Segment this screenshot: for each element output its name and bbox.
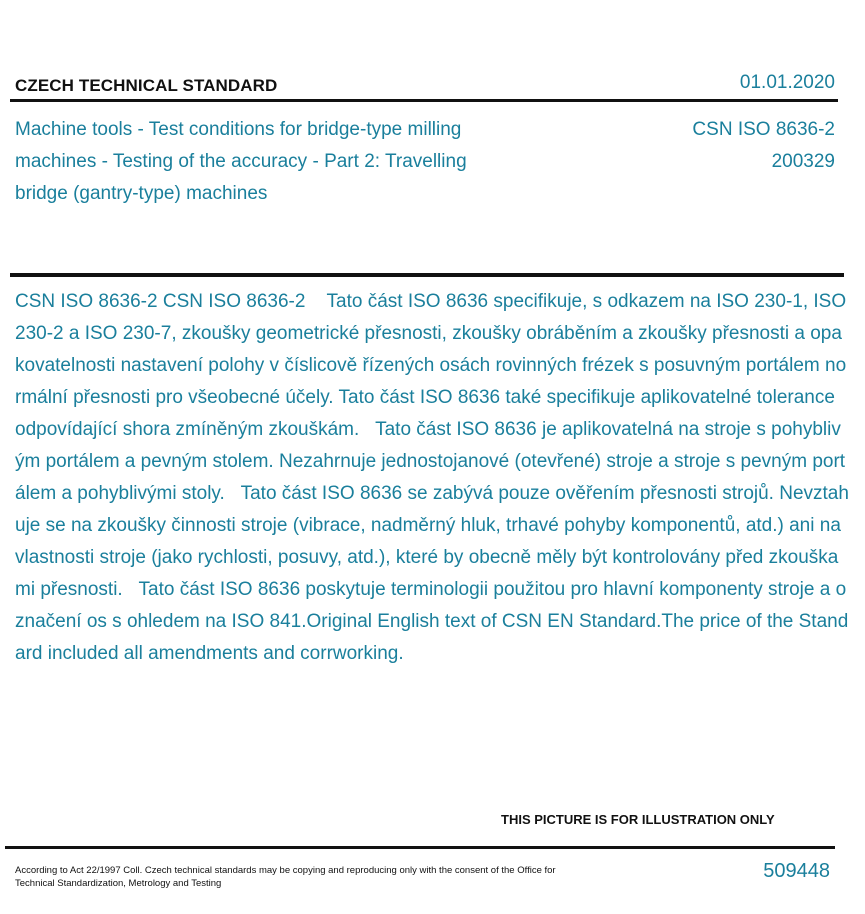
copyright-notice: According to Act 22/1997 Coll. Czech technical standards may be copying and reproducing only with the consent of the Office for Technical Standardization, Metrology and Testing [15, 865, 556, 889]
footer-divider [5, 846, 835, 849]
product-id: 509448 [763, 860, 830, 882]
document-identifiers [692, 114, 835, 178]
header-divider [10, 99, 838, 102]
publication-date: 01.01.2020 [739, 72, 835, 93]
illustration-disclaimer: THIS PICTURE IS FOR ILLUSTRATION ONLY [501, 812, 775, 827]
title-divider [10, 273, 844, 277]
standard-type-label: CZECH TECHNICAL STANDARD [15, 76, 278, 95]
standard-code: CSN ISO 8636-2 [692, 119, 835, 140]
standard-abstract: CSN ISO 8636-2 CSN ISO 8636-2 Tato část ISO 8636 specifikuje, s odkazem na ISO 230-1, ISO 230-2 a ISO 230-7, zkoušky geometrické přesnosti, zkoušky obráběním a zkoušky přesnosti a opakovatelnosti nastavení polohy v číslicově řízených osách rovinných frézek s posuvným portálem normální přesnosti pro všeobecné účely. Tato část ISO 8636 také specifikuje aplikovatelné tolerance odpovídající shora zmíněným zkouškám. Tato část ISO 8636 je aplikovatelná na stroje s pohyblivým portálem a pevným stolem. Nezahrnuje jednostojanové (otevřené) stroje a stroje s pevným portálem a pohyblivými stoly. Tato část ISO 8636 se zabývá pouze ověřením přesnosti strojů. Nevztahuje se na zkoušky činnosti stroje (vibrace, nadměrný hluk, trhavé pohyby komponentů, atd.) ani na vlastnosti stroje (jako rychlosti, posuvy, atd.), které by obecně měly být kontrolovány před zkouškami přesnosti. Tato část ISO 8636 poskytuje terminologii použitou pro hlavní komponenty stroje a označení os s ohledem na ISO 841.Original English text of CSN EN Standard.The price of the Standard included all amendments and corrworking. [15, 291, 849, 664]
document-title: Machine tools - Test conditions for bridge-type milling machines - Testing of the accuracy - Part 2: Travelling bridge (gantry-type) machines [15, 119, 467, 204]
catalog-number: 200329 [771, 151, 835, 172]
